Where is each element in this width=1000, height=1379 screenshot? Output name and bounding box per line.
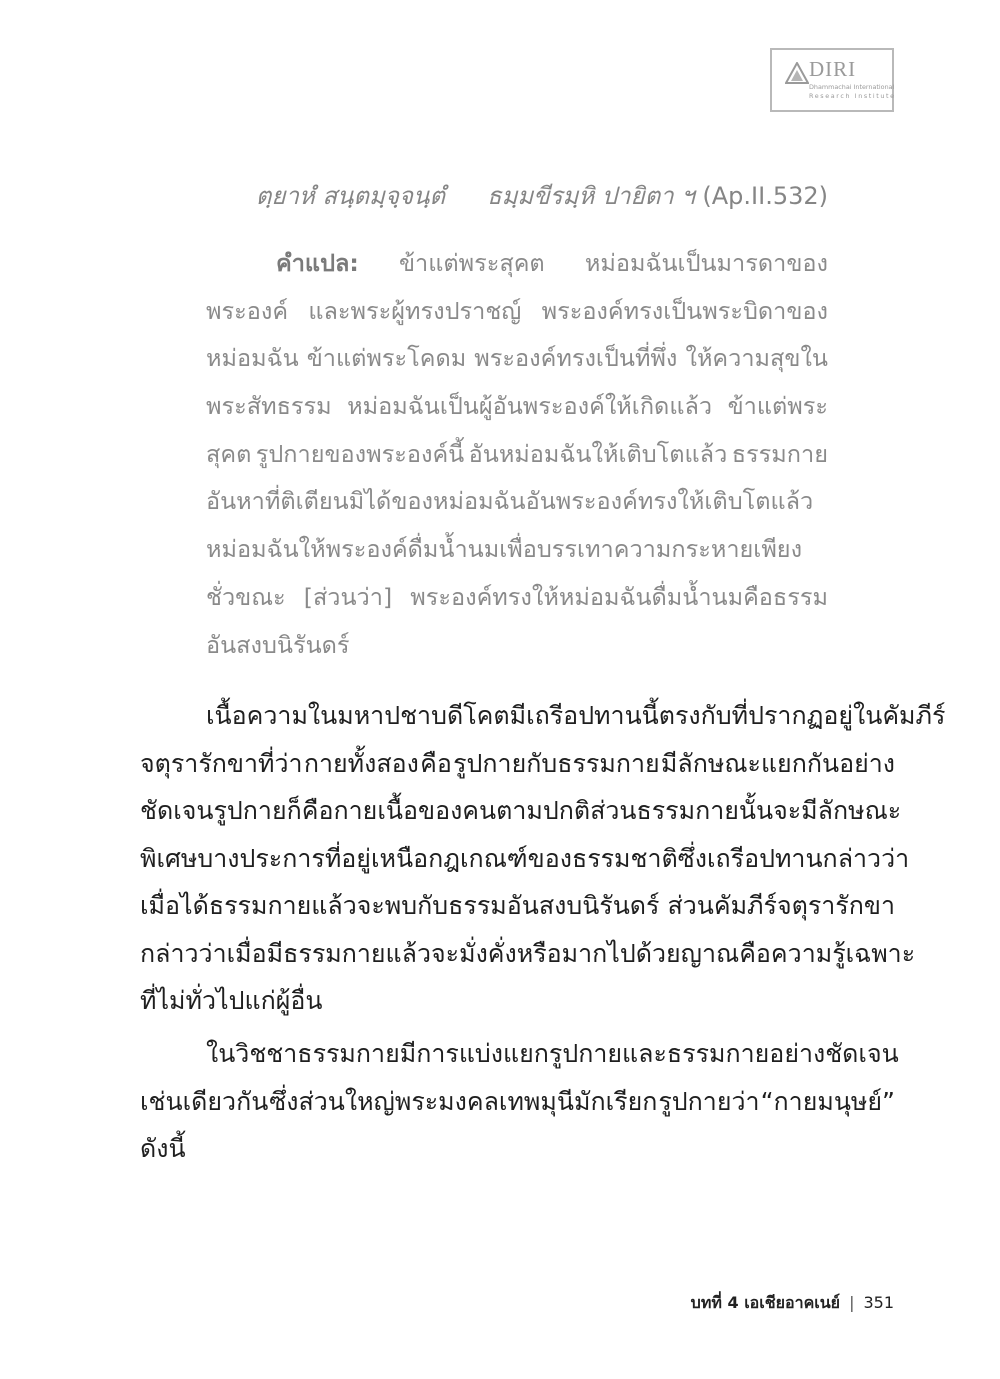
text-segment: หม่อมฉันให้พระองค์ดื่มน้ำนมเพื่อบรรเทาความกระหายเพียง (206, 535, 803, 564)
page-footer (691, 1291, 894, 1316)
paragraph-line (140, 930, 916, 978)
paragraph-line (140, 1125, 895, 1173)
diri-logo (770, 48, 894, 112)
text-segment: เมื่อได้ธรรมกายแล้วจะพบกับธรรมอันสงบนิรันดร์ (140, 891, 660, 920)
text-segment: รูปกายของพระองค์นี้ (255, 439, 465, 468)
translation-block (206, 240, 828, 669)
text-segment: ชั่วขณะ (206, 582, 286, 611)
translation-line (206, 288, 828, 336)
page-number: 351 (863, 1293, 894, 1312)
chapter-title: บทที่ 4 เอเชียอาคเนย์ (690, 1293, 841, 1312)
text-segment: พระสัทธรรม (206, 392, 332, 421)
text-segment: และพระผู้ทรงปราชญ์ (308, 296, 522, 325)
text-segment: พระองค์ (206, 296, 289, 325)
text-segment: เนื้อความในมหาปชาบดีโคตมีเถรีอปทานนี้ (206, 701, 659, 730)
text-segment: ธรรมกาย (731, 439, 828, 468)
paragraph-line (140, 740, 895, 788)
paragraph-line (140, 692, 946, 740)
text-segment: ชัดเจน (140, 796, 214, 825)
text-segment: ข้าแต่พระโคดม (306, 344, 467, 373)
text-segment: รูปกายกับธรรมกาย (453, 748, 660, 778)
diri-triangle-icon (785, 62, 809, 84)
translation-line (206, 478, 828, 526)
logo-line-1: Dhammachai International (809, 83, 895, 91)
text-segment: สุคต (206, 439, 252, 468)
text-segment: ส่วนคัมภีร์จตุรารักขา (667, 891, 895, 920)
translation-line (206, 622, 828, 670)
text-segment: ในวิชชาธรรมกาย (206, 1039, 400, 1068)
text-segment: รูปกายว่า (658, 1086, 760, 1116)
text-segment: อันสงบนิรันดร์ (206, 630, 350, 659)
text-segment: หม่อมฉันเป็นมารดาของ (584, 249, 828, 277)
text-segment: อันหม่อมฉันให้เติบโตแล้ว (468, 439, 728, 468)
text-segment: ข้าแต่พระสุคต (398, 249, 545, 277)
text-segment: จตุรารักขาที่ว่า (140, 748, 303, 778)
text-segment: เช่นเดียวกัน (140, 1086, 269, 1116)
text-segment: ก็คือกายเนื้อของคนตามปกติ (286, 796, 591, 825)
text-segment: ซึ่งเถรีอปทานกล่าวว่า (677, 843, 910, 873)
verse-part-2: ธมฺมขีรมฺหิ ปายิตา ฯ (486, 182, 695, 210)
text-segment: ดังนี้ (140, 1134, 186, 1163)
verse-part-1: ตฺยาหํ สนฺตมฺจฺจนฺตํ (255, 182, 445, 210)
text-segment: พระองค์ทรงเป็นพระบิดาของ (541, 296, 828, 325)
paragraph-line (140, 787, 902, 835)
text-segment: “กายมนุษย์” (760, 1086, 895, 1116)
logo-line-2: Research Institute (809, 92, 896, 100)
text-segment: หม่อมฉัน (206, 344, 299, 373)
text-segment: พระองค์ทรงให้หม่อมฉันดื่มน้ำนมคือธรรม (410, 582, 828, 611)
paragraph-line (140, 882, 895, 930)
text-segment: หม่อมฉันเป็นผู้อันพระองค์ให้เกิดแล้ว (347, 392, 713, 421)
text-segment: ที่ไม่ทั่วไปแก่ผู้อื่น (140, 986, 323, 1015)
translation-line (206, 383, 828, 431)
text-segment: ตรงกับที่ปรากฏอยู่ในคัมภีร์ (658, 701, 946, 730)
text-segment: ส่วนธรรมกายนั้นจะมีลักษณะ (590, 796, 902, 825)
text-segment: [ส่วนว่า] (303, 582, 393, 611)
text-segment: อันหาที่ติเตียนมิได้ของหม่อมฉันอันพระองค์ทรงให้เติบโตแล้ว (206, 487, 814, 516)
body-paragraph-1 (140, 692, 946, 1025)
logo-word: DIRI (809, 57, 857, 81)
text-segment: กล่าวว่า (140, 938, 227, 968)
verse-reference: (Ap.II.532) (702, 182, 828, 210)
text-segment: พระองค์ทรงเป็นที่พึ่ง (474, 344, 678, 373)
translation-line (206, 431, 828, 479)
paragraph-line (140, 977, 895, 1025)
body-paragraph-2 (140, 1030, 899, 1173)
text-segment: รูปกาย (213, 796, 287, 825)
translation-line (206, 240, 828, 288)
text-segment: พิเศษบางประการที่อยู่เหนือกฎเกณฑ์ของธรรมชาติ (140, 843, 678, 873)
text-segment: ให้ความสุขใน (685, 344, 828, 373)
pali-verse (206, 176, 828, 220)
translation-line (206, 526, 828, 574)
translation-line (206, 574, 828, 622)
paragraph-line (140, 835, 910, 883)
paragraph-line (140, 1078, 895, 1126)
text-segment: มีการแบ่งแยกรูปกายและธรรมกายอย่างชัดเจน (399, 1039, 899, 1068)
text-segment: คือความรู้เฉพาะ (739, 938, 916, 968)
text-segment: เมื่อมีธรรมกายแล้วจะมั่งคั่งหรือมากไปด้วยญาณ (226, 938, 740, 968)
text-segment: กายทั้งสอง (303, 748, 419, 778)
translation-line (206, 335, 828, 383)
paragraph-line (140, 1030, 899, 1078)
text-segment: ซึ่งส่วนใหญ่พระมงคลเทพมุนีมักเรียก (269, 1086, 658, 1116)
footer-separator: | (849, 1293, 855, 1312)
text-segment: คือ (420, 748, 452, 778)
text-segment: มีลักษณะแยกกันอย่าง (660, 748, 895, 778)
translation-label: คำแปล: (276, 249, 359, 277)
text-segment: ข้าแต่พระ (727, 392, 828, 421)
